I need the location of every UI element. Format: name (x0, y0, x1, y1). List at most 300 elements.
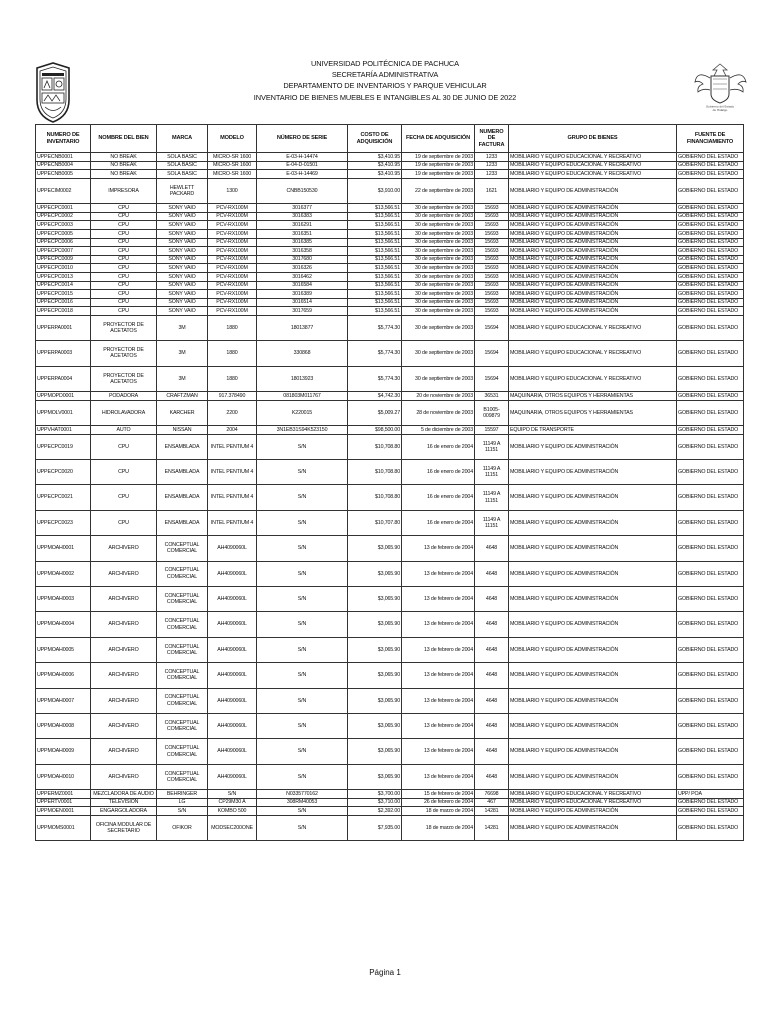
secretariat-name: SECRETARÍA ADMINISTRATIVA (331, 70, 439, 80)
inventory-number-cell: UPPECPC0005 (36, 229, 91, 238)
asset-name-cell: ENGARGOLADORA (91, 807, 157, 816)
serial-number-cell: E-04-D-01501 (257, 161, 348, 170)
asset-name-cell: CPU (91, 290, 157, 299)
model-cell: S/N (208, 790, 257, 799)
cost-cell: $10,708.80 (348, 485, 402, 510)
model-cell: 917.378490 (208, 392, 257, 401)
funding-source-cell: GOBIERNO DEL ESTADO (677, 153, 744, 162)
asset-name-cell: MEZCLADORA DE AUDIO (91, 790, 157, 799)
model-cell: PCV-RX100M (208, 247, 257, 256)
university-name: UNIVERSIDAD POLITÉCNICA DE PACHUCA (311, 59, 459, 68)
cost-cell: $3,410.95 (348, 170, 402, 179)
funding-source-cell: GOBIERNO DEL ESTADO (677, 212, 744, 221)
funding-source-cell: GOBIERNO DEL ESTADO (677, 229, 744, 238)
funding-source-cell: GOBIERNO DEL ESTADO (677, 400, 744, 425)
cost-cell: $13,566.51 (348, 229, 402, 238)
asset-group-cell: MOBILIARIO Y EQUIPO DE ADMINISTRACIÓN (509, 298, 677, 307)
model-cell: PCV-RX100M (208, 307, 257, 316)
brand-cell: 3M (157, 366, 208, 391)
cost-cell: $13,566.51 (348, 204, 402, 213)
model-cell: MICRO-SR 1600 (208, 153, 257, 162)
asset-name-cell: ARCHIVERO (91, 586, 157, 611)
brand-cell: LG (157, 798, 208, 807)
asset-name-cell: ARCHIVERO (91, 561, 157, 586)
cost-cell: $13,566.51 (348, 290, 402, 299)
invoice-cell: 14281 (475, 807, 509, 816)
col-fuente-header: FUENTE DE FINANCIAMIENTO (677, 125, 744, 153)
department-name: DEPARTAMENTO DE INVENTARIOS Y PARQUE VEHICULAR (283, 81, 487, 91)
logo-text-line-1: Gobierno del Estado (705, 104, 735, 109)
cost-cell: $98,500.00 (348, 426, 402, 435)
col-marca-header: MARCA (157, 125, 208, 153)
serial-number-cell: 3016377 (257, 204, 348, 213)
cost-cell: $3,065.90 (348, 663, 402, 688)
serial-number-cell: S/N (257, 612, 348, 637)
table-row (36, 366, 744, 391)
table-row (36, 204, 744, 213)
brand-cell: CONCEPTUAL COMERCIAL (157, 612, 208, 637)
funding-source-cell: GOBIERNO DEL ESTADO (677, 178, 744, 203)
asset-group-cell: MOBILIARIO Y EQUIPO EDUCACIONAL Y RECREATIVO (509, 798, 677, 807)
date-cell: 30 de septiembre de 2003 (402, 255, 475, 264)
inventory-number-cell: UPPECPC0015 (36, 290, 91, 299)
date-cell: 13 de febrero de 2004 (402, 586, 475, 611)
asset-group-cell: MOBILIARIO Y EQUIPO DE ADMINISTRACIÓN (509, 229, 677, 238)
model-cell: INTEL PENTIUM 4 (208, 510, 257, 535)
cost-cell: $2,392.00 (348, 807, 402, 816)
brand-cell: SONY VAIO (157, 290, 208, 299)
inventory-number-cell: UPPVHAT0001 (36, 426, 91, 435)
funding-source-cell: GOBIERNO DEL ESTADO (677, 713, 744, 738)
cost-cell: $3,065.90 (348, 739, 402, 764)
asset-group-cell: MOBILIARIO Y EQUIPO EDUCACIONAL Y RECREATIVO (509, 153, 677, 162)
invoice-cell: 4648 (475, 663, 509, 688)
asset-name-cell: ARCHIVERO (91, 637, 157, 662)
asset-name-cell: PODADORA (91, 392, 157, 401)
inventory-number-cell: UPPECPC0013 (36, 272, 91, 281)
asset-name-cell: CPU (91, 221, 157, 230)
model-cell: PCV-RX100M (208, 264, 257, 273)
table-row (36, 739, 744, 764)
col-nombre-header: NOMBRE DEL BIEN (91, 125, 157, 153)
funding-source-cell: GOBIERNO DEL ESTADO (677, 221, 744, 230)
asset-group-cell: MOBILIARIO Y EQUIPO EDUCACIONAL Y RECREATIVO (509, 161, 677, 170)
asset-group-cell: MOBILIARIO Y EQUIPO DE ADMINISTRACIÓN (509, 307, 677, 316)
date-cell: 18 de marzo de 2004 (402, 807, 475, 816)
model-cell: AH4090060L (208, 663, 257, 688)
cost-cell: $3,065.90 (348, 713, 402, 738)
serial-number-cell: S/N (257, 688, 348, 713)
invoice-cell: 11149 A 11151 (475, 460, 509, 485)
inventory-number-cell: UPPMOMS0001 (36, 815, 91, 840)
table-row (36, 229, 744, 238)
invoice-cell: 15693 (475, 290, 509, 299)
date-cell: 13 de febrero de 2004 (402, 764, 475, 789)
model-cell: AH4090060L (208, 688, 257, 713)
inventory-number-cell: UPPECNB0005 (36, 170, 91, 179)
serial-number-cell: S/N (257, 764, 348, 789)
funding-source-cell: GOBIERNO DEL ESTADO (677, 612, 744, 637)
inventory-number-cell: UPPERPA0001 (36, 315, 91, 340)
cost-cell: $13,566.51 (348, 298, 402, 307)
date-cell: 30 de septiembre de 2003 (402, 298, 475, 307)
asset-name-cell: HIDROLAVADORA (91, 400, 157, 425)
model-cell: PCV-RX100M (208, 298, 257, 307)
asset-name-cell: ARCHIVERO (91, 612, 157, 637)
table-row (36, 764, 744, 789)
funding-source-cell: GOBIERNO DEL ESTADO (677, 561, 744, 586)
serial-number-cell: S/N (257, 510, 348, 535)
table-row (36, 426, 744, 435)
date-cell: 13 de febrero de 2004 (402, 739, 475, 764)
asset-name-cell: CPU (91, 510, 157, 535)
serial-number-cell: S/N (257, 460, 348, 485)
asset-group-cell: MOBILIARIO Y EQUIPO DE ADMINISTRACIÓN (509, 764, 677, 789)
serial-number-cell: S/N (257, 561, 348, 586)
asset-name-cell: CPU (91, 281, 157, 290)
inventory-number-cell: UPPECPC0020 (36, 460, 91, 485)
inventory-number-cell: UPPMOAH0010 (36, 764, 91, 789)
brand-cell: CONCEPTUAL COMERCIAL (157, 764, 208, 789)
date-cell: 30 de septiembre de 2003 (402, 264, 475, 273)
funding-source-cell: GOBIERNO DEL ESTADO (677, 739, 744, 764)
funding-source-cell: GOBIERNO DEL ESTADO (677, 485, 744, 510)
inventory-number-cell: UPPECPC0014 (36, 281, 91, 290)
brand-cell: SONY VAIO (157, 229, 208, 238)
cost-cell: $13,566.51 (348, 221, 402, 230)
asset-name-cell: CPU (91, 272, 157, 281)
table-row (36, 434, 744, 459)
asset-name-cell: NO BREAK (91, 161, 157, 170)
inventory-number-cell: UPPMOAH0007 (36, 688, 91, 713)
asset-group-cell: MOBILIARIO Y EQUIPO DE ADMINISTRACIÓN (509, 485, 677, 510)
brand-cell: CRAFTZMAN (157, 392, 208, 401)
brand-cell: 3M (157, 341, 208, 366)
funding-source-cell: GOBIERNO DEL ESTADO (677, 204, 744, 213)
table-row (36, 392, 744, 401)
inventory-number-cell: UPPECPC0018 (36, 307, 91, 316)
asset-group-cell: MOBILIARIO Y EQUIPO DE ADMINISTRACIÓN (509, 713, 677, 738)
serial-number-cell: N0335770162 (257, 790, 348, 799)
asset-group-cell: MOBILIARIO Y EQUIPO DE ADMINISTRACIÓN (509, 561, 677, 586)
inventory-number-cell: UPPECPC0003 (36, 221, 91, 230)
asset-name-cell: PROYECTOR DE ACETATOS (91, 315, 157, 340)
model-cell: PCV-RX100M (208, 238, 257, 247)
model-cell: AH4090060L (208, 637, 257, 662)
date-cell: 20 de noviembre de 2003 (402, 392, 475, 401)
serial-number-cell: 3016584 (257, 281, 348, 290)
asset-name-cell: OFICINA MODULAR DE SECRETARIO (91, 815, 157, 840)
brand-cell: SOLA BASIC (157, 170, 208, 179)
serial-number-cell: 18013877 (257, 315, 348, 340)
serial-number-cell: 3016389 (257, 290, 348, 299)
col-serie-header: NÚMERO DE SERIE (257, 125, 348, 153)
brand-cell: SONY VAIO (157, 281, 208, 290)
asset-group-cell: MOBILIARIO Y EQUIPO DE ADMINISTRACIÓN (509, 688, 677, 713)
model-cell: 2004 (208, 426, 257, 435)
date-cell: 30 de septiembre de 2003 (402, 315, 475, 340)
funding-source-cell: GOBIERNO DEL ESTADO (677, 255, 744, 264)
funding-source-cell: GOBIERNO DEL ESTADO (677, 298, 744, 307)
asset-name-cell: CPU (91, 485, 157, 510)
date-cell: 30 de septiembre de 2003 (402, 204, 475, 213)
serial-number-cell: 18013923 (257, 366, 348, 391)
invoice-cell: 1233 (475, 161, 509, 170)
model-cell: MODSEC200ONE (208, 815, 257, 840)
serial-number-cell: 3016383 (257, 212, 348, 221)
table-row (36, 298, 744, 307)
invoice-cell: 76698 (475, 790, 509, 799)
university-logo-icon (33, 62, 73, 124)
funding-source-cell: GOBIERNO DEL ESTADO (677, 264, 744, 273)
model-cell: AH4090060L (208, 612, 257, 637)
table-row (36, 561, 744, 586)
asset-name-cell: CPU (91, 204, 157, 213)
inventory-title: INVENTARIO DE BIENES MUEBLES E INTANGIBLES AL 30 DE JUNIO DE 2022 (253, 92, 517, 102)
asset-name-cell: TELEVISIÓN (91, 798, 157, 807)
brand-cell: SONY VAIO (157, 221, 208, 230)
cost-cell: $13,566.51 (348, 212, 402, 221)
table-row (36, 341, 744, 366)
funding-source-cell: GOBIERNO DEL ESTADO (677, 536, 744, 561)
cost-cell: $5,774.30 (348, 341, 402, 366)
model-cell: PCV-RX100M (208, 255, 257, 264)
date-cell: 30 de septiembre de 2003 (402, 307, 475, 316)
cost-cell: $13,566.51 (348, 264, 402, 273)
inventory-number-cell: UPPECPC0007 (36, 247, 91, 256)
invoice-cell: 15693 (475, 281, 509, 290)
invoice-cell: 11149 A 11151 (475, 510, 509, 535)
asset-group-cell: MOBILIARIO Y EQUIPO DE ADMINISTRACIÓN (509, 264, 677, 273)
date-cell: 16 de enero de 2004 (402, 460, 475, 485)
model-cell: 1880 (208, 366, 257, 391)
model-cell: AH4090060L (208, 764, 257, 789)
invoice-cell: 4648 (475, 688, 509, 713)
table-row (36, 637, 744, 662)
invoice-cell: 15694 (475, 315, 509, 340)
serial-number-cell: E-03-H-14469 (257, 170, 348, 179)
cost-cell: $7,935.00 (348, 815, 402, 840)
asset-name-cell: ARCHIVERO (91, 688, 157, 713)
table-row (36, 798, 744, 807)
serial-number-cell: S/N (257, 586, 348, 611)
asset-name-cell: AUTO (91, 426, 157, 435)
invoice-cell: 4648 (475, 561, 509, 586)
asset-name-cell: NO BREAK (91, 153, 157, 162)
date-cell: 30 de septiembre de 2003 (402, 272, 475, 281)
date-cell: 5 de diciembre de 2003 (402, 426, 475, 435)
cost-cell: $3,065.90 (348, 688, 402, 713)
brand-cell: CONCEPTUAL COMERCIAL (157, 739, 208, 764)
asset-group-cell: MOBILIARIO Y EQUIPO DE ADMINISTRACIÓN (509, 290, 677, 299)
cost-cell: $13,566.51 (348, 255, 402, 264)
model-cell: INTEL PENTIUM 4 (208, 485, 257, 510)
brand-cell: OFIKOR (157, 815, 208, 840)
asset-group-cell: MOBILIARIO Y EQUIPO DE ADMINISTRACIÓN (509, 434, 677, 459)
date-cell: 30 de septiembre de 2003 (402, 212, 475, 221)
invoice-cell: 15693 (475, 307, 509, 316)
cost-cell: $10,708.80 (348, 460, 402, 485)
date-cell: 19 de septiembre de 2003 (402, 170, 475, 179)
cost-cell: $13,566.51 (348, 272, 402, 281)
cost-cell: $10,708.80 (348, 434, 402, 459)
invoice-cell: 15693 (475, 272, 509, 281)
serial-number-cell: 3016358 (257, 247, 348, 256)
table-row (36, 221, 744, 230)
asset-group-cell: MOBILIARIO Y EQUIPO DE ADMINISTRACIÓN (509, 238, 677, 247)
serial-number-cell: 3017659 (257, 307, 348, 316)
asset-group-cell: MOBILIARIO Y EQUIPO DE ADMINISTRACIÓN (509, 272, 677, 281)
cost-cell: $13,566.51 (348, 238, 402, 247)
serial-number-cell: S/N (257, 536, 348, 561)
serial-number-cell: 3016326 (257, 264, 348, 273)
asset-group-cell: MOBILIARIO Y EQUIPO DE ADMINISTRACIÓN (509, 247, 677, 256)
inventory-number-cell: UPPMOAH0001 (36, 536, 91, 561)
inventory-number-cell: UPPMOAH0002 (36, 561, 91, 586)
invoice-cell: 14281 (475, 815, 509, 840)
funding-source-cell: GOBIERNO DEL ESTADO (677, 688, 744, 713)
invoice-cell: 15693 (475, 247, 509, 256)
asset-name-cell: CPU (91, 264, 157, 273)
serial-number-cell: S/N (257, 663, 348, 688)
cost-cell: $5,774.30 (348, 366, 402, 391)
invoice-cell: 467 (475, 798, 509, 807)
inventory-number-cell: UPPMOAH0008 (36, 713, 91, 738)
asset-group-cell: MOBILIARIO Y EQUIPO DE ADMINISTRACIÓN (509, 221, 677, 230)
table-row (36, 612, 744, 637)
asset-name-cell: ARCHIVERO (91, 764, 157, 789)
funding-source-cell: GOBIERNO DEL ESTADO (677, 272, 744, 281)
model-cell: PCV-RX100M (208, 221, 257, 230)
invoice-cell: 15694 (475, 366, 509, 391)
inventory-number-cell: UPPECIM0002 (36, 178, 91, 203)
serial-number-cell: S/N (257, 713, 348, 738)
invoice-cell: 15693 (475, 221, 509, 230)
date-cell: 13 de febrero de 2004 (402, 663, 475, 688)
cost-cell: $3,065.90 (348, 764, 402, 789)
table-row (36, 255, 744, 264)
inventory-number-cell: UPPECPC0019 (36, 434, 91, 459)
invoice-cell: 15693 (475, 204, 509, 213)
table-header-row (36, 125, 744, 153)
inventory-number-cell: UPPECPC0009 (36, 255, 91, 264)
funding-source-cell: GOBIERNO DEL ESTADO (677, 161, 744, 170)
serial-number-cell: 3016385 (257, 238, 348, 247)
date-cell: 13 de febrero de 2004 (402, 612, 475, 637)
table-row (36, 212, 744, 221)
cost-cell: $3,065.90 (348, 561, 402, 586)
table-row (36, 178, 744, 203)
cost-cell: $3,410.95 (348, 153, 402, 162)
inventory-number-cell: UPPERPA0003 (36, 341, 91, 366)
table-row (36, 400, 744, 425)
brand-cell: CONCEPTUAL COMERCIAL (157, 713, 208, 738)
date-cell: 26 de febrero de 2004 (402, 798, 475, 807)
asset-name-cell: CPU (91, 229, 157, 238)
table-row (36, 238, 744, 247)
cost-cell: $5,774.30 (348, 315, 402, 340)
serial-number-cell: 308RM40053 (257, 798, 348, 807)
model-cell: PCV-RX100M (208, 204, 257, 213)
table-row (36, 663, 744, 688)
funding-source-cell: GOBIERNO DEL ESTADO (677, 764, 744, 789)
invoice-cell: 1233 (475, 170, 509, 179)
funding-source-cell: GOBIERNO DEL ESTADO (677, 510, 744, 535)
cost-cell: $10,707.80 (348, 510, 402, 535)
asset-name-cell: CPU (91, 307, 157, 316)
serial-number-cell: 3016291 (257, 221, 348, 230)
model-cell: KOMBO 500 (208, 807, 257, 816)
brand-cell: HEWLETT PACKARD (157, 178, 208, 203)
col-inventario-header: NUMERO DE INVENTARIO (36, 125, 91, 153)
asset-name-cell: CPU (91, 255, 157, 264)
model-cell: AH4090060L (208, 739, 257, 764)
date-cell: 22 de septiembre de 2003 (402, 178, 475, 203)
date-cell: 30 de septiembre de 2003 (402, 221, 475, 230)
asset-group-cell: EQUIPO DE TRANSPORTE (509, 426, 677, 435)
model-cell: PCV-RX100M (208, 272, 257, 281)
invoice-cell: 11149 A 11151 (475, 485, 509, 510)
inventory-number-cell: UPPMOAH0004 (36, 612, 91, 637)
inventory-number-cell: UPPECPC0010 (36, 264, 91, 273)
inventory-number-cell: UPPECPC0002 (36, 212, 91, 221)
asset-name-cell: ARCHIVERO (91, 663, 157, 688)
brand-cell: ENSAMBLADA (157, 434, 208, 459)
model-cell: 2200 (208, 400, 257, 425)
asset-group-cell: MOBILIARIO Y EQUIPO EDUCACIONAL Y RECREATIVO (509, 790, 677, 799)
asset-group-cell: MAQUINARIA, OTROS EQUIPOS Y HERRAMIENTAS (509, 392, 677, 401)
brand-cell: SONY VAIO (157, 298, 208, 307)
inventory-number-cell: UPPECPC0016 (36, 298, 91, 307)
date-cell: 19 de septiembre de 2003 (402, 161, 475, 170)
asset-group-cell: MOBILIARIO Y EQUIPO DE ADMINISTRACIÓN (509, 204, 677, 213)
serial-number-cell: CNBB150530 (257, 178, 348, 203)
invoice-cell: 4648 (475, 764, 509, 789)
asset-group-cell: MOBILIARIO Y EQUIPO DE ADMINISTRACIÓN (509, 663, 677, 688)
invoice-cell: 11149 A 11151 (475, 434, 509, 459)
inventory-number-cell: UPPMOAH0006 (36, 663, 91, 688)
model-cell: PCV-RX100M (208, 290, 257, 299)
date-cell: 30 de septiembre de 2003 (402, 229, 475, 238)
funding-source-cell: GOBIERNO DEL ESTADO (677, 170, 744, 179)
document-header (200, 58, 570, 103)
brand-cell: BEHRINGER (157, 790, 208, 799)
inventory-number-cell: UPPMOAH0009 (36, 739, 91, 764)
table-row (36, 815, 744, 840)
funding-source-cell: GOBIERNO DEL ESTADO (677, 807, 744, 816)
invoice-cell: 4648 (475, 536, 509, 561)
serial-number-cell: S/N (257, 815, 348, 840)
date-cell: 13 de febrero de 2004 (402, 637, 475, 662)
cost-cell: $3,065.90 (348, 586, 402, 611)
invoice-cell: B1005-009879 (475, 400, 509, 425)
model-cell: CP29M30 A (208, 798, 257, 807)
model-cell: INTEL PENTIUM 4 (208, 434, 257, 459)
date-cell: 13 de febrero de 2004 (402, 713, 475, 738)
asset-group-cell: MOBILIARIO Y EQUIPO EDUCACIONAL Y RECREATIVO (509, 170, 677, 179)
inventory-number-cell: UPPERTV0001 (36, 798, 91, 807)
cost-cell: $3,065.90 (348, 536, 402, 561)
date-cell: 16 de enero de 2004 (402, 510, 475, 535)
asset-group-cell: MOBILIARIO Y EQUIPO DE ADMINISTRACIÓN (509, 739, 677, 764)
funding-source-cell: GOBIERNO DEL ESTADO (677, 366, 744, 391)
logo-text-line-2: de Hidalgo (712, 108, 728, 112)
serial-number-cell: 3016462 (257, 272, 348, 281)
serial-number-cell: 3N1EB31S94K523150 (257, 426, 348, 435)
model-cell: MICRO-SR 1600 (208, 170, 257, 179)
asset-group-cell: MOBILIARIO Y EQUIPO DE ADMINISTRACIÓN (509, 586, 677, 611)
asset-group-cell: MOBILIARIO Y EQUIPO DE ADMINISTRACIÓN (509, 178, 677, 203)
